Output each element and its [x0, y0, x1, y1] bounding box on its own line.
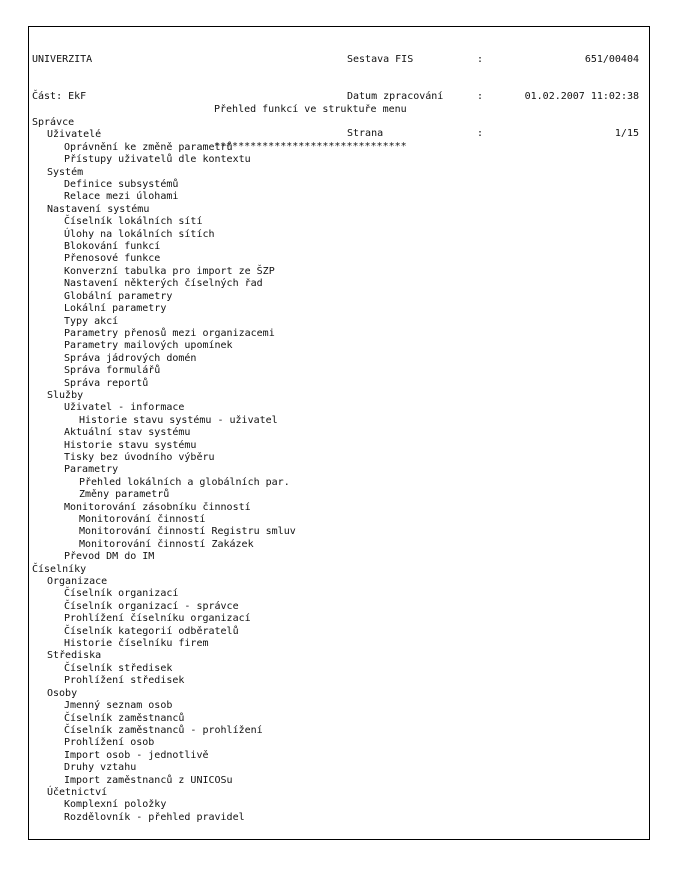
menu-item: Číselník organizací [64, 588, 179, 600]
header-value: 01.02.2007 11:02:38 [524, 91, 639, 103]
header-label: Datum zpracování [347, 91, 444, 103]
menu-item: Konverzní tabulka pro import ze ŠZP [64, 265, 275, 277]
menu-item: Úlohy na lokálních sítích [64, 228, 215, 240]
menu-group: Účetnictví [47, 786, 108, 798]
menu-item: Jmenný seznam osob [64, 700, 173, 712]
menu-group: Osoby [47, 687, 78, 699]
menu-item: Přenosové funkce [64, 253, 161, 265]
menu-item: Historie číselníku firem [64, 638, 209, 650]
menu-item: Parametry přenosů mezi organizacemi [64, 327, 275, 339]
menu-group: Uživatelé [47, 129, 102, 141]
menu-item: Historie stavu systému [64, 439, 197, 451]
menu-group: Číselníky [32, 563, 87, 575]
menu-group: Organizace [47, 576, 108, 588]
menu-group: Správce [32, 117, 75, 128]
report-title-underline: ******************************** [214, 141, 407, 153]
menu-group: Střediska [47, 650, 102, 662]
menu-item: Prohlížení středisek [64, 675, 185, 687]
menu-item: Přístupy uživatelů dle kontextu [64, 154, 251, 166]
menu-item: Relace mezi úlohami [64, 191, 179, 203]
menu-item: Monitorování činností Registru smluv [79, 526, 296, 538]
menu-group: Nastavení systému [47, 203, 150, 215]
menu-item: Převod DM do IM [64, 551, 155, 563]
menu-item: Monitorování zásobníku činností [64, 501, 251, 513]
menu-item: Parametry [64, 464, 119, 476]
institution-name: UNIVERZITA [32, 53, 93, 65]
department-name: Část: EkF [32, 91, 87, 103]
menu-tree [32, 117, 296, 824]
menu-item: Uživatel - informace [64, 402, 185, 414]
menu-item: Komplexní položky [64, 799, 167, 811]
menu-item: Změny parametrů [79, 489, 170, 501]
header-left [32, 29, 92, 128]
header-label: Sestava FIS [347, 53, 414, 65]
menu-item: Číselník středisek [64, 662, 173, 674]
menu-item: Číselník lokálních sítí [64, 216, 203, 228]
menu-item: Prohlížení číselníku organizací [64, 613, 251, 625]
menu-item: Blokování funkcí [64, 241, 161, 253]
header-colon: : [477, 128, 484, 140]
menu-item: Nastavení některých číselných řad [64, 278, 263, 290]
menu-item: Správa formulářů [64, 365, 161, 377]
menu-group: Služby [47, 389, 84, 401]
menu-item: Tisky bez úvodního výběru [64, 451, 215, 463]
menu-item: Druhy vztahu [64, 762, 137, 774]
menu-item: Monitorování činností [79, 514, 206, 525]
menu-item: Parametry mailových upomínek [64, 340, 233, 352]
menu-item: Import osob - jednotlivě [64, 749, 209, 761]
header-row-report-id [347, 54, 639, 66]
menu-item: Import zaměstnanců z UNICOSu [64, 774, 233, 786]
menu-item: Číselník organizací - správce [64, 600, 239, 612]
menu-group: Systém [47, 166, 84, 178]
report-title: Přehled funkcí ve struktuře menu [214, 103, 407, 115]
menu-item: Aktuální stav systému [64, 427, 191, 439]
header-value: 651/00404 [584, 53, 639, 65]
menu-item: Oprávnění ke změně parametrů [64, 141, 233, 153]
menu-item: Historie stavu systému - uživatel [79, 414, 278, 426]
menu-item: Globální parametry [64, 290, 173, 302]
menu-item: Přehled lokálních a globálních par. [79, 476, 290, 488]
report-page [28, 26, 650, 840]
menu-item: Číselník zaměstnanců [64, 712, 185, 724]
menu-item: Monitorování činností Zakázek [79, 538, 254, 550]
header-label: Strana [347, 128, 384, 140]
menu-item: Správa jádrových domén [64, 352, 197, 364]
menu-item: Číselník kategorií odběratelů [64, 625, 239, 637]
menu-item: Rozdělovník - přehled pravidel [64, 811, 245, 823]
header-colon: : [477, 53, 484, 65]
menu-item: Číselník zaměstnanců - prohlížení [64, 724, 263, 736]
menu-item: Správa reportů [64, 377, 149, 389]
menu-item: Typy akcí [64, 315, 119, 327]
header-value: 1/15 [614, 128, 639, 140]
menu-item: Definice subsystémů [64, 179, 179, 191]
menu-item: Lokální parametry [64, 303, 167, 315]
menu-item: Prohlížení osob [64, 737, 155, 749]
header-colon: : [477, 91, 484, 103]
